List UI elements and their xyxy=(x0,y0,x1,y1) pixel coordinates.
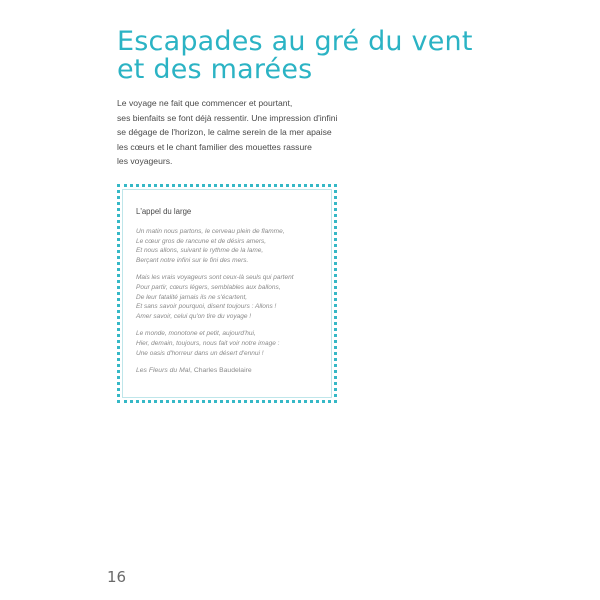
page-title-line-2: et des marées xyxy=(117,54,313,85)
poem-stanza-1 xyxy=(136,227,320,265)
poem-line: Le monde, monotone et petit, aujourd'hui, xyxy=(136,330,256,338)
intro-line: ses bienfaits se font déjà ressentir. Une impression d'infini xyxy=(117,112,338,123)
poem-line: Un matin nous partons, le cerveau plein de flamme, xyxy=(136,228,285,235)
poem-attribution-author: Charles Baudelaire xyxy=(193,367,252,375)
poem-title: L'appel du large xyxy=(136,207,192,216)
poem-line: Le cœur gros de rancune et de désirs amers, xyxy=(136,237,267,245)
poem-line: Et sans savoir pourquoi, disent toujours : Allons ! xyxy=(136,303,277,311)
poem-line: Une oasis d'horreur dans un désert d'ennui ! xyxy=(136,349,264,357)
intro-line: les voyageurs. xyxy=(117,156,173,167)
page-title xyxy=(117,28,477,84)
intro-line: Le voyage ne fait que commencer et pourtant, xyxy=(117,98,293,108)
page-number: 16 xyxy=(107,568,127,586)
poem-line: Pour partir, cœurs légers, semblables aux ballons, xyxy=(136,283,281,291)
intro-line: les cœurs et le chant familier des mouettes rassure xyxy=(117,141,312,152)
poem-line: Mais les vrais voyageurs sont ceux-là seuls qui partent xyxy=(136,274,294,282)
page-title-line-1: Escapades au gré du vent xyxy=(117,26,473,57)
poem-line: Berçant notre infini sur le fini des mers. xyxy=(136,256,249,264)
intro-line: se dégage de l'horizon, le calme serein de la mer apaise xyxy=(117,127,332,138)
poem-line: De leur fatalité jamais ils ne s'écartent, xyxy=(136,293,248,301)
poem-stanza-3 xyxy=(136,329,320,358)
intro-paragraph xyxy=(117,96,362,169)
poem-attribution-separator: , xyxy=(190,367,194,375)
poem-attribution-work: Les Fleurs du Mal xyxy=(136,367,191,375)
poem-attribution xyxy=(136,366,320,376)
poem-stanza-2 xyxy=(136,273,320,321)
poem-line: Hier, demain, toujours, nous fait voir notre image : xyxy=(136,339,280,347)
poem-box xyxy=(117,184,337,403)
poem-line: Amer savoir, celui qu'on tire du voyage ! xyxy=(136,312,252,320)
poem-line: Et nous allons, suivant le rythme de la lame, xyxy=(136,247,264,255)
